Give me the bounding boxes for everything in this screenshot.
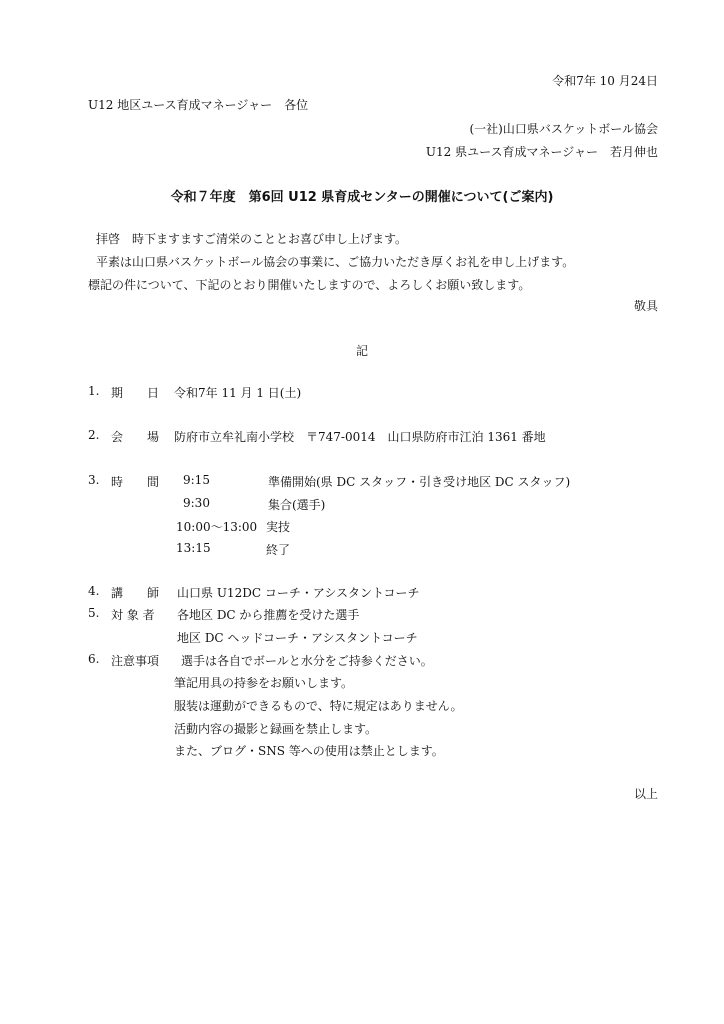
sender-organization: (一社)山口県バスケットボール協会 [469, 122, 658, 136]
schedule-desc: 集合(選手) [268, 498, 326, 512]
item-2-number: 2. [88, 428, 100, 442]
item-6-number: 6. [88, 652, 100, 666]
schedule-desc: 実技 [266, 520, 291, 534]
greeting-line-1: 拝啓 時下ますますご清栄のこととお喜び申し上げます。 [96, 232, 408, 246]
item-1-label: 期 日 [111, 386, 160, 400]
closing-keigu: 敬具 [633, 299, 658, 313]
target-line-1: 各地区 DC から推薦を受けた選手 [177, 608, 360, 622]
note-line: 服装は運動ができるもので、特に規定はありません。 [174, 699, 463, 713]
event-date: 令和7年 11 月 1 日(土) [174, 386, 302, 400]
event-venue: 防府市立牟礼南小学校 〒747-0014 山口県防府市江泊 1361 番地 [174, 430, 546, 444]
note-line: 選手は各自でボールと水分をご持参ください。 [181, 654, 433, 668]
schedule-desc: 終了 [266, 543, 291, 557]
note-line: 筆記用具の持参をお願いします。 [174, 676, 354, 690]
item-3-label: 時 間 [111, 475, 160, 489]
item-2-label: 会 場 [111, 430, 160, 444]
sender-person: U12 県ユース育成マネージャー 若月伸也 [425, 145, 658, 159]
recipient: U12 地区ユース育成マネージャー 各位 [88, 98, 309, 112]
item-5-label: 対 象 者 [111, 608, 155, 622]
item-5-number: 5. [88, 606, 100, 620]
instructor: 山口県 U12DC コーチ・アシスタントコーチ [177, 586, 420, 600]
greeting-line-3: 標記の件について、下記のとおり開催いたしますので、よろしくお願い致します。 [88, 278, 531, 292]
ki-heading: 記 [355, 344, 368, 358]
document-title: 令和７年度 第6回 U12 県育成センターの開催について(ご案内) [170, 190, 554, 205]
issue-date: 令和7年 10 月24日 [552, 74, 658, 88]
schedule-desc: 準備開始(県 DC スタッフ・引き受け地区 DC スタッフ) [268, 475, 571, 489]
greeting-line-2: 平素は山口県バスケットボール協会の事業に、ご協力いただき厚くお礼を申し上げます。 [96, 255, 575, 269]
note-line: 活動内容の撮影と録画を禁止します。 [174, 722, 378, 736]
item-4-number: 4. [88, 584, 100, 598]
target-line-2: 地区 DC ヘッドコーチ・アシスタントコーチ [177, 631, 418, 645]
item-4-label: 講 師 [111, 586, 160, 600]
item-3-number: 3. [88, 473, 100, 487]
schedule-time: 10:00～13:00 [176, 520, 258, 534]
note-line: また、ブログ・SNS 等への使用は禁止とします。 [174, 744, 444, 758]
item-6-label: 注意事項 [111, 654, 160, 668]
end-ijou: 以上 [633, 787, 658, 801]
schedule-time: 13:15 [176, 541, 211, 555]
schedule-time: 9:15 [183, 473, 210, 487]
item-1-number: 1. [88, 384, 100, 398]
schedule-time: 9:30 [183, 496, 210, 510]
